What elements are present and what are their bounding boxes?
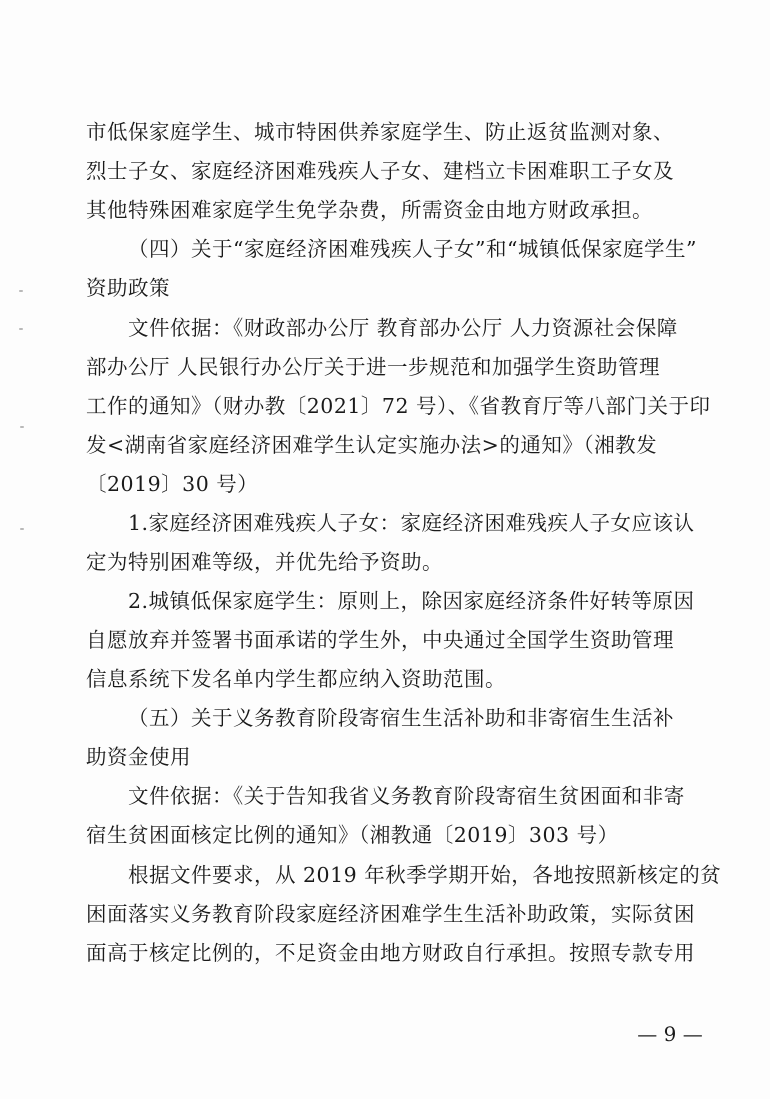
text-line: 文件依据：《财政部办公厅 教育部办公厅 人力资源社会保障 <box>128 316 678 340</box>
text-line: 发<湖南省家庭经济困难学生认定实施办法>的通知》（湘教发 <box>86 433 658 457</box>
text-line: 〔2019〕30 号） <box>86 472 259 496</box>
text-line: 烈士子女、家庭经济困难残疾人子女、建档立卡困难职工子女及 <box>86 159 674 183</box>
scan-mark <box>19 290 23 292</box>
text-line: 定为特别困难等级，并优先给予资助。 <box>86 550 443 574</box>
scan-mark <box>20 426 24 428</box>
text-line: 工作的通知》（财办教〔2021〕72 号）、《省教育厅等八部门关于印 <box>86 394 711 418</box>
text-line: 1.家庭经济困难残疾人子女：家庭经济困难残疾人子女应该认 <box>128 511 695 535</box>
scan-mark <box>20 528 24 530</box>
text-line: 宿生贫困面核定比例的通知》（湘教通〔2019〕303 号） <box>86 823 619 847</box>
text-line: 文件依据：《关于告知我省义务教育阶段寄宿生贫困面和非寄 <box>128 784 685 808</box>
section-heading: （四）关于“家庭经济困难残疾人子女”和“城镇低保家庭学生” <box>128 237 697 261</box>
text-line: 部办公厅 人民银行办公厅关于进一步规范和加强学生资助管理 <box>86 355 661 379</box>
text-line: 困面落实义务教育阶段家庭经济困难学生生活补助政策，实际贫困 <box>86 902 695 926</box>
section-heading-cont: 助资金使用 <box>86 745 191 769</box>
section-heading-cont: 资助政策 <box>86 276 170 300</box>
section-heading: （五）关于义务教育阶段寄宿生生活补助和非寄宿生生活补 <box>128 706 674 730</box>
text-line: 信息系统下发名单内学生都应纳入资助范围。 <box>86 667 506 691</box>
scan-mark <box>19 328 23 330</box>
text-line: 其他特殊困难家庭学生免学杂费，所需资金由地方财政承担。 <box>86 198 653 222</box>
text-line: 面高于核定比例的，不足资金由地方财政自行承担。按照专款专用 <box>86 941 695 965</box>
text-line: 根据文件要求，从 2019 年秋季学期开始，各地按照新核定的贫 <box>128 863 722 887</box>
text-line: 2.城镇低保家庭学生：原则上，除因家庭经济条件好转等原因 <box>128 589 695 613</box>
page-number: — 9 — <box>637 1022 703 1046</box>
text-line: 市低保家庭学生、城市特困供养家庭学生、防止返贫监测对象、 <box>86 120 674 144</box>
text-line: 自愿放弃并签署书面承诺的学生外，中央通过全国学生资助管理 <box>86 628 674 652</box>
